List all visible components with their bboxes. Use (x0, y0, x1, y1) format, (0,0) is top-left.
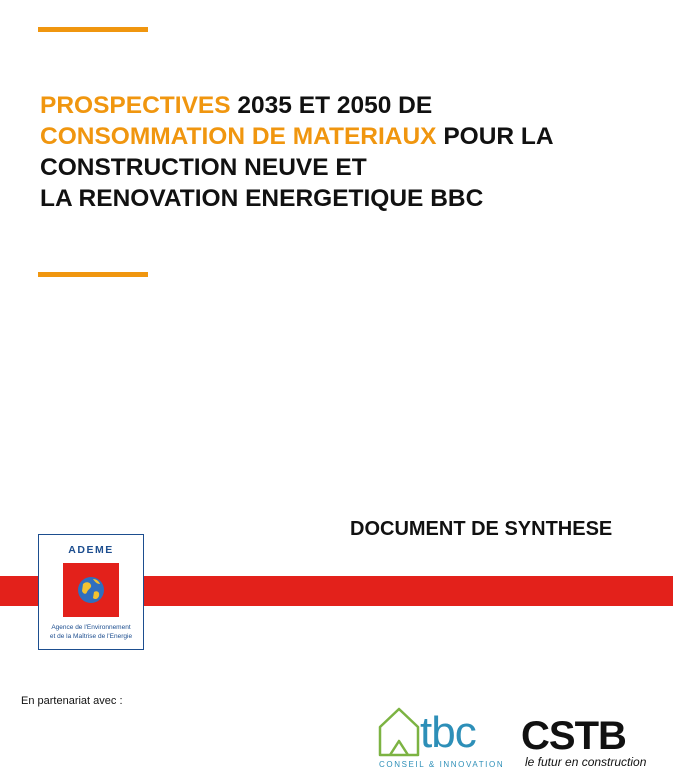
tbc-tagline: CONSEIL & INNOVATION (379, 760, 505, 769)
title-line-1-rest: 2035 ET 2050 DE (230, 92, 433, 119)
partnership-label: En partenariat avec : (21, 695, 123, 707)
title-line-2-rest: POUR LA (436, 123, 554, 150)
cstb-wordmark: CSTB (521, 714, 626, 758)
ademe-logo (38, 534, 144, 650)
document-title (40, 90, 660, 214)
title-line-3: CONSTRUCTION NEUVE ET (40, 154, 367, 181)
title-line-1 (40, 90, 660, 121)
cstb-logo (521, 715, 649, 775)
globe-icon (63, 563, 119, 617)
document-type-label: DOCUMENT DE SYNTHESE (350, 518, 613, 540)
ademe-acronym: ADEME (68, 544, 114, 556)
ademe-red-square (63, 563, 119, 617)
top-accent-rule (38, 27, 148, 32)
ademe-tagline (41, 623, 141, 641)
title-line-2-highlight: CONSOMMATION DE MATERIAUX (40, 123, 437, 150)
house-icon (376, 703, 422, 759)
bottom-accent-rule (38, 272, 148, 277)
title-line-2 (40, 121, 660, 152)
ademe-tagline-line-1: Agence de l'Environnement (51, 624, 131, 631)
tbc-logo (376, 703, 506, 775)
title-line-1-highlight: PROSPECTIVES (40, 92, 231, 119)
cstb-tagline: le futur en construction (525, 755, 647, 769)
ademe-tagline-line-2: et de la Maîtrise de l'Energie (49, 633, 133, 640)
title-line-4: LA RENOVATION ENERGETIQUE BBC (40, 185, 484, 212)
tbc-wordmark: tbc (420, 708, 476, 757)
